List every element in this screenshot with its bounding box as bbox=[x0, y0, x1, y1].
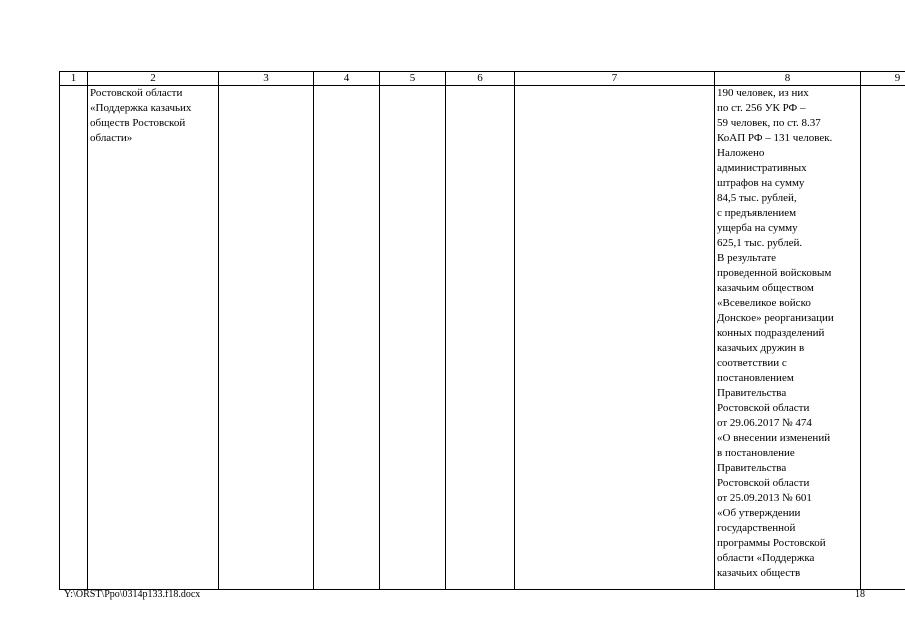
column-header-9: 9 bbox=[861, 72, 905, 86]
column-header-3: 3 bbox=[219, 72, 314, 86]
result-text-line: конных подразделений bbox=[717, 327, 825, 339]
result-text-line: Ростовской области bbox=[717, 477, 810, 489]
result-text-line: казачьим обществом bbox=[717, 282, 814, 294]
cell-col-6 bbox=[446, 86, 515, 590]
cell-col-1 bbox=[60, 86, 88, 590]
result-text-line: Донское» реорганизации bbox=[717, 312, 834, 324]
result-text-line: в постановление bbox=[717, 447, 795, 459]
header-row bbox=[60, 72, 905, 86]
page-number: 18 bbox=[855, 589, 865, 600]
result-text-line: Правительства bbox=[717, 462, 787, 474]
result-text-line: соответствии с bbox=[717, 357, 787, 369]
table-row bbox=[60, 86, 905, 590]
result-text-line: казачьих обществ bbox=[717, 567, 801, 579]
cell-col-2 bbox=[88, 86, 219, 590]
result-text-line: «Всевеликое войско bbox=[717, 297, 811, 309]
cell-col-8 bbox=[715, 86, 861, 590]
column-header-5: 5 bbox=[380, 72, 446, 86]
result-text-line: «О внесении изменений bbox=[717, 432, 831, 444]
document-table bbox=[59, 71, 905, 590]
result-text-line: 59 человек, по ст. 8.37 bbox=[717, 117, 821, 129]
result-text-line: «Об утверждении bbox=[717, 507, 801, 519]
result-text-line: Правительства bbox=[717, 387, 787, 399]
program-name-line: Ростовской области bbox=[90, 87, 183, 99]
result-text-line: государственной bbox=[717, 522, 796, 534]
column-header-2: 2 bbox=[88, 72, 219, 86]
column-header-8: 8 bbox=[715, 72, 861, 86]
result-text-line: казачьих дружин в bbox=[717, 342, 805, 354]
result-text-line: 84,5 тыс. рублей, bbox=[717, 192, 797, 204]
column-header-6: 6 bbox=[446, 72, 515, 86]
column-header-1: 1 bbox=[60, 72, 88, 86]
result-text-line: КоАП РФ – 131 человек. bbox=[717, 132, 833, 144]
result-text-line: по ст. 256 УК РФ – bbox=[717, 102, 806, 114]
program-name-line: области» bbox=[90, 132, 133, 144]
result-text-line: от 25.09.2013 № 601 bbox=[717, 492, 812, 504]
result-text-line: ущерба на сумму bbox=[717, 222, 798, 234]
cell-col-9 bbox=[861, 86, 905, 590]
result-text-line: штрафов на сумму bbox=[717, 177, 805, 189]
result-text-line: Наложено bbox=[717, 147, 765, 159]
result-text-line: В результате bbox=[717, 252, 777, 264]
cell-col-4 bbox=[314, 86, 380, 590]
result-text-line: области «Поддержка bbox=[717, 552, 815, 564]
result-text-line: проведенной войсковым bbox=[717, 267, 832, 279]
program-name-line: обществ Ростовской bbox=[90, 117, 186, 129]
cell-col-3 bbox=[219, 86, 314, 590]
result-text-line: Ростовской области bbox=[717, 402, 810, 414]
cell-col-5 bbox=[380, 86, 446, 590]
column-header-7: 7 bbox=[515, 72, 715, 86]
result-text-line: 190 человек, из них bbox=[717, 87, 809, 99]
result-text-line: административных bbox=[717, 162, 807, 174]
column-header-4: 4 bbox=[314, 72, 380, 86]
cell-col-7 bbox=[515, 86, 715, 590]
result-text-line: 625,1 тыс. рублей. bbox=[717, 237, 803, 249]
program-name-line: «Поддержка казачьих bbox=[90, 102, 192, 114]
footer-file-path: Y:\ORST\Ppo\0314p133.f18.docx bbox=[64, 589, 201, 600]
result-text-line: от 29.06.2017 № 474 bbox=[717, 417, 812, 429]
result-text-line: постановлением bbox=[717, 372, 794, 384]
result-text-line: программы Ростовской bbox=[717, 537, 826, 549]
result-text-line: с предъявлением bbox=[717, 207, 797, 219]
